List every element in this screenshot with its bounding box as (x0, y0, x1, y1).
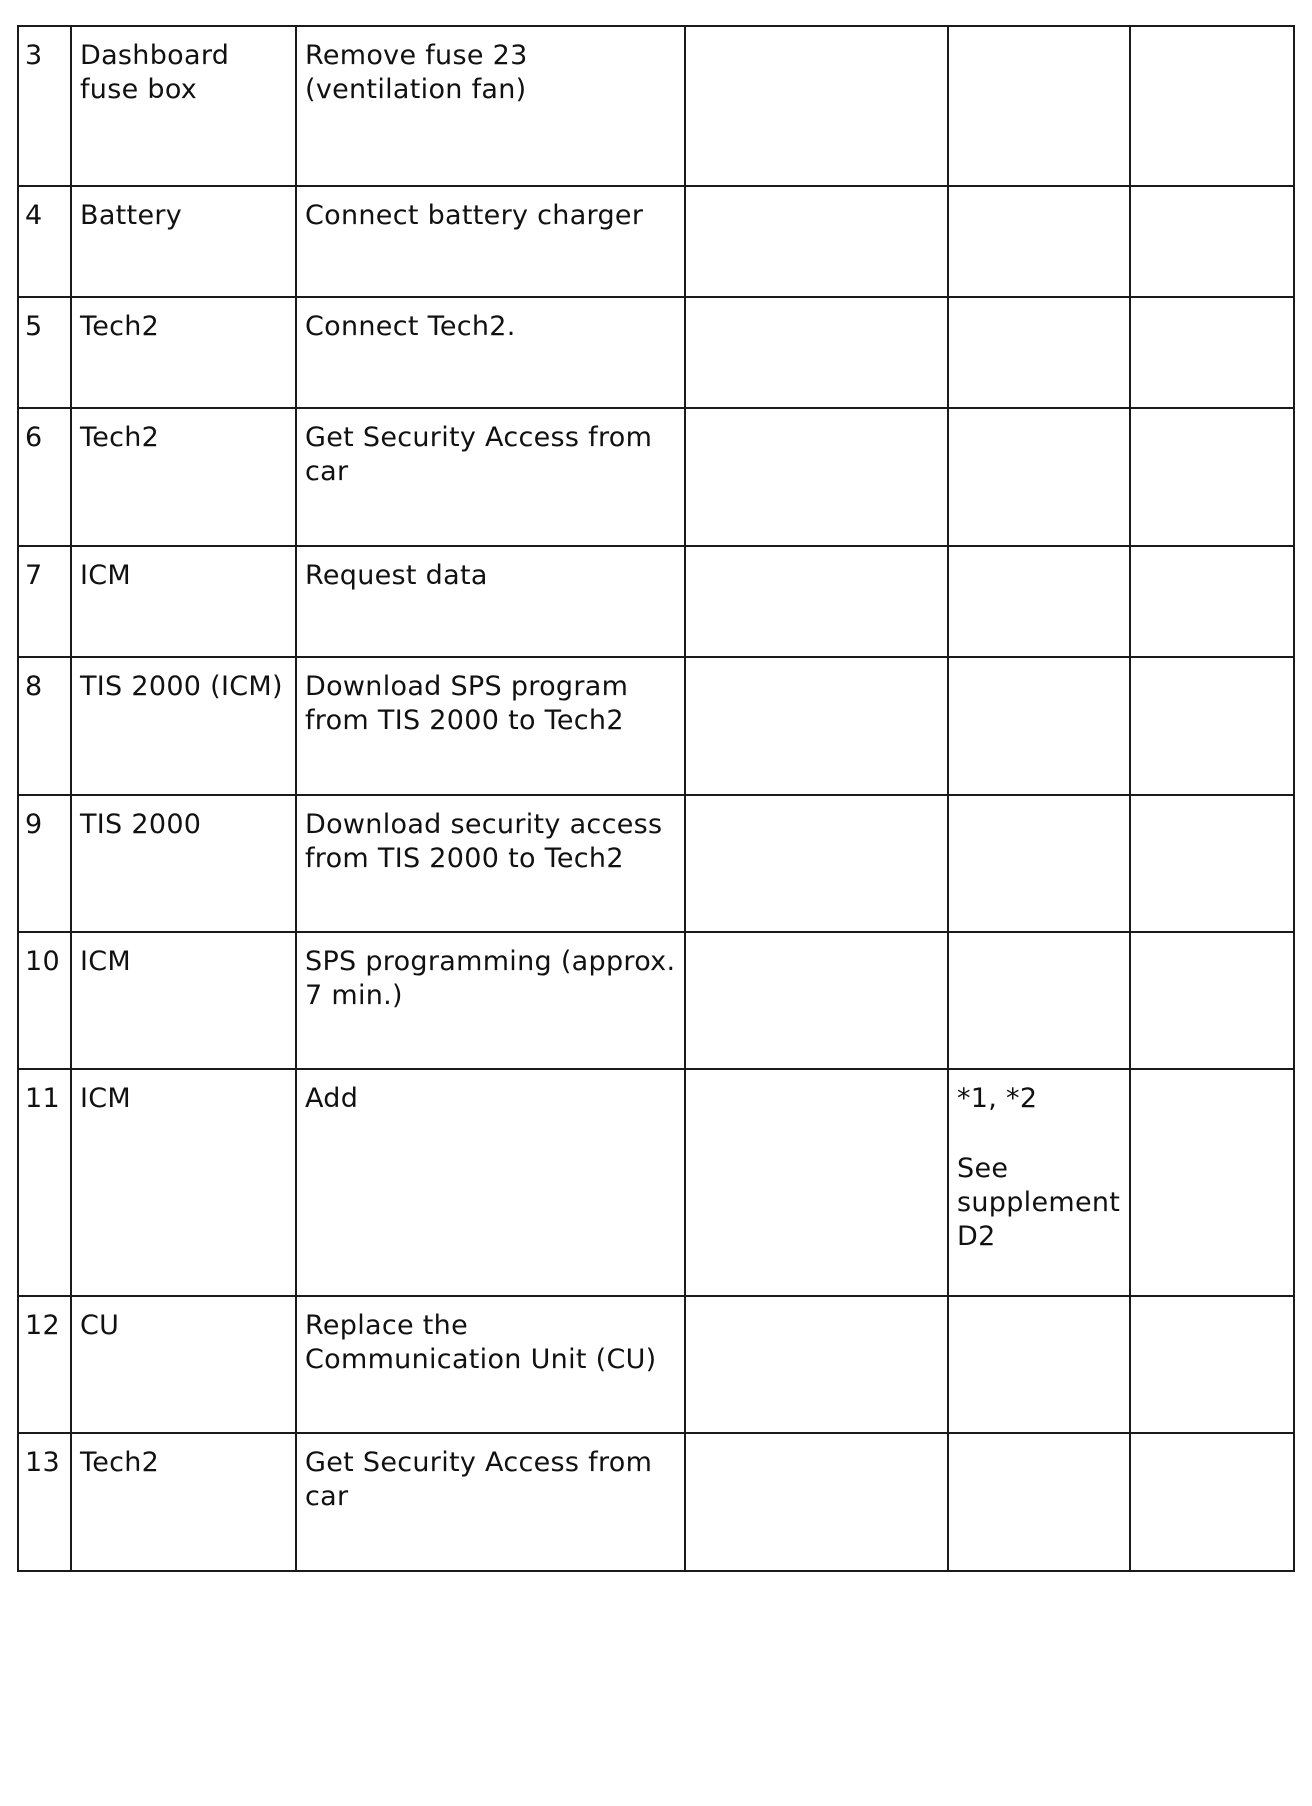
component-cell: ICM (71, 546, 296, 657)
result-cell (685, 932, 948, 1069)
remarks-cell (1130, 795, 1294, 932)
action-cell: Replace the Communication Unit (CU) (296, 1296, 685, 1433)
notes-cell (948, 546, 1130, 657)
step-number-cell: 8 (18, 657, 71, 795)
component-cell: Battery (71, 186, 296, 297)
action-cell: Download SPS program from TIS 2000 to Tech2 (296, 657, 685, 795)
step-number-cell: 4 (18, 186, 71, 297)
component-cell: Dashboard fuse box (71, 26, 296, 186)
step-number-cell: 5 (18, 297, 71, 408)
component-cell: TIS 2000 (71, 795, 296, 932)
remarks-cell (1130, 546, 1294, 657)
table-row (18, 1069, 1294, 1296)
table-row (18, 297, 1294, 408)
notes-cell (948, 186, 1130, 297)
table-row (18, 26, 1294, 186)
component-cell: CU (71, 1296, 296, 1433)
result-cell (685, 657, 948, 795)
step-number-cell: 10 (18, 932, 71, 1069)
remarks-cell (1130, 1069, 1294, 1296)
component-cell: ICM (71, 932, 296, 1069)
table-row (18, 408, 1294, 546)
result-cell (685, 297, 948, 408)
result-cell (685, 795, 948, 932)
result-cell (685, 1433, 948, 1571)
table-row (18, 1296, 1294, 1433)
result-cell (685, 546, 948, 657)
notes-cell (948, 408, 1130, 546)
component-cell: Tech2 (71, 1433, 296, 1571)
result-cell (685, 408, 948, 546)
step-number-cell: 6 (18, 408, 71, 546)
table-row (18, 795, 1294, 932)
table-row (18, 932, 1294, 1069)
table-row (18, 546, 1294, 657)
notes-cell (948, 1296, 1130, 1433)
remarks-cell (1130, 932, 1294, 1069)
remarks-cell (1130, 1296, 1294, 1433)
result-cell (685, 186, 948, 297)
step-number-cell: 9 (18, 795, 71, 932)
procedure-table (17, 25, 1295, 1572)
note-text: See supplement D2 (957, 1153, 1121, 1252)
component-cell: Tech2 (71, 408, 296, 546)
action-cell: Get Security Access from car (296, 408, 685, 546)
notes-cell (948, 26, 1130, 186)
remarks-cell (1130, 408, 1294, 546)
action-cell: SPS programming (approx. 7 min.) (296, 932, 685, 1069)
table-row (18, 186, 1294, 297)
remarks-cell (1130, 186, 1294, 297)
action-cell: Remove fuse 23 (ventilation fan) (296, 26, 685, 186)
action-cell: Connect Tech2. (296, 297, 685, 408)
notes-cell (948, 297, 1130, 408)
notes-cell (948, 795, 1130, 932)
action-cell: Connect battery charger (296, 186, 685, 297)
remarks-cell (1130, 297, 1294, 408)
notes-cell (948, 657, 1130, 795)
action-cell: Add (296, 1069, 685, 1296)
notes-cell (948, 932, 1130, 1069)
table-body (18, 26, 1294, 1571)
result-cell (685, 26, 948, 186)
notes-cell (948, 1069, 1130, 1296)
note-spacer (957, 1116, 1121, 1152)
action-cell: Get Security Access from car (296, 1433, 685, 1571)
step-number-cell: 11 (18, 1069, 71, 1296)
result-cell (685, 1296, 948, 1433)
note-text: *1, *2 (957, 1083, 1038, 1114)
step-number-cell: 3 (18, 26, 71, 186)
table-row (18, 657, 1294, 795)
remarks-cell (1130, 657, 1294, 795)
remarks-cell (1130, 1433, 1294, 1571)
table-row (18, 1433, 1294, 1571)
step-number-cell: 12 (18, 1296, 71, 1433)
step-number-cell: 13 (18, 1433, 71, 1571)
component-cell: ICM (71, 1069, 296, 1296)
action-cell: Download security access from TIS 2000 to Tech2 (296, 795, 685, 932)
step-number-cell: 7 (18, 546, 71, 657)
action-cell: Request data (296, 546, 685, 657)
result-cell (685, 1069, 948, 1296)
component-cell: Tech2 (71, 297, 296, 408)
notes-cell (948, 1433, 1130, 1571)
component-cell: TIS 2000 (ICM) (71, 657, 296, 795)
remarks-cell (1130, 26, 1294, 186)
